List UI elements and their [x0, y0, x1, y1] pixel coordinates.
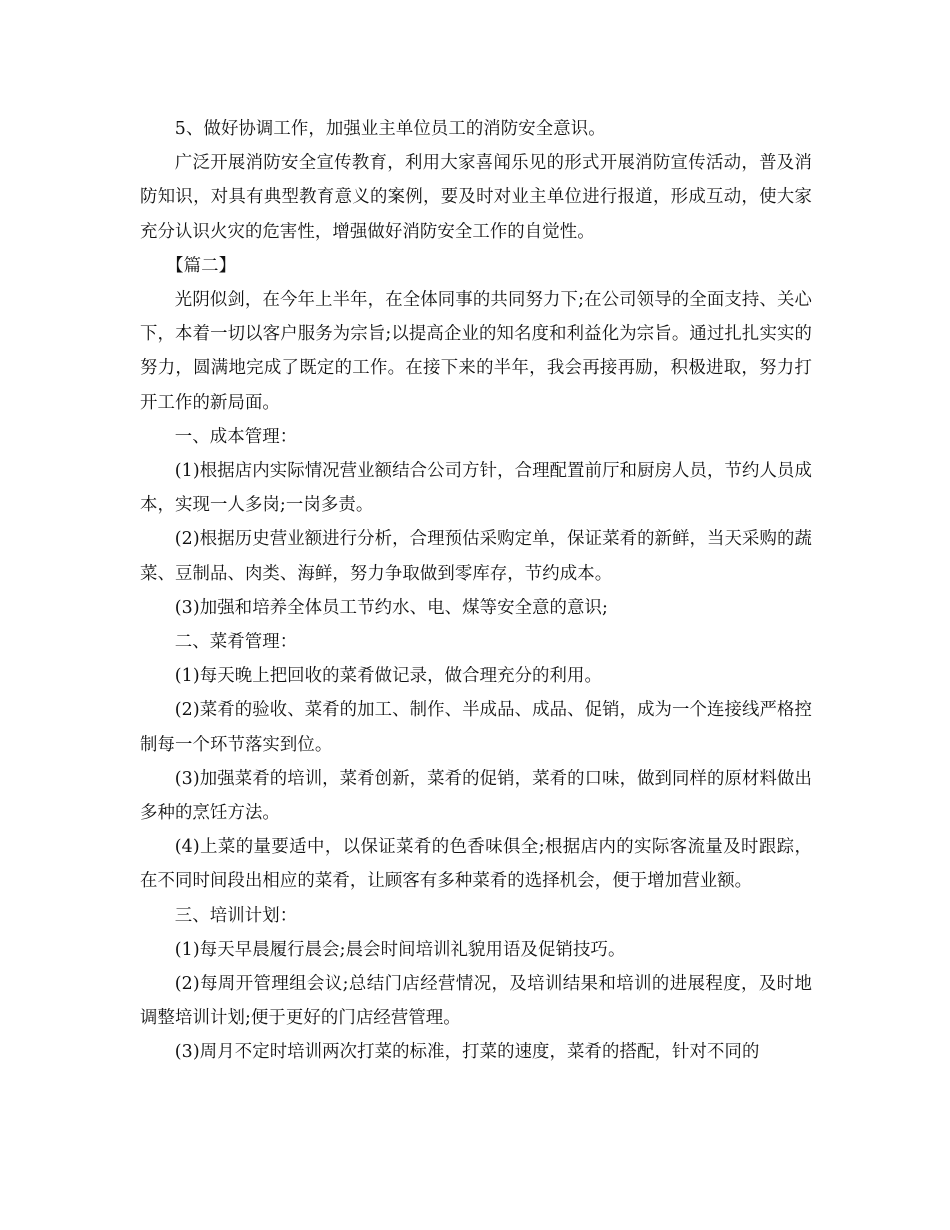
cost-item-1: (1)根据店内实际情况营业额结合公司方针，合理配置前厅和厨房人员，节约人员成本，实现一人多岗;一岗多责。	[140, 461, 812, 516]
dish-item-1: (1)每天晚上把回收的菜肴做记录，做合理充分的利用。	[174, 666, 603, 687]
cost-item-3: (3)加强和培养全体员工节约水、电、煤等安全意的意识;	[174, 597, 608, 618]
training-item-3: (3)周月不定时培训两次打菜的标准，打菜的速度，菜肴的搭配，针对不同的	[174, 1042, 760, 1063]
training-item-2: (2)每周开管理组会议;总结门店经营情况，及培训结果和培训的进展程度，及时地调整培训计划;便于更好的门店经营管理。	[140, 974, 812, 1029]
heading-dish-management: 二、菜肴管理：	[174, 632, 298, 653]
paragraph-fire-safety-education: 广泛开展消防安全宣传教育，利用大家喜闻乐见的形式开展消防宣传活动，普及消防知识，对具有典型教育意义的案例，要及时对业主单位进行报道，形成互动，使大家充分认识火灾的危害性，增强做好消防安全工作的自觉性。	[140, 153, 812, 242]
dish-item-2: (2)菜肴的验收、菜肴的加工、制作、半成品、成品、促销，成为一个连接线严格控制每一个环节落实到位。	[140, 700, 812, 755]
heading-training-plan: 三、培训计划：	[174, 905, 298, 926]
paragraph-introduction: 光阴似剑，在今年上半年，在全体同事的共同努力下;在公司领导的全面支持、关心下，本着一切以客户服务为宗旨;以提高企业的知名度和利益化为宗旨。通过扎扎实实的努力，圆满地完成了既定的工作。在接下来的半年，我会再接再励，积极进取，努力打开工作的新局面。	[140, 290, 812, 413]
section-heading-part-two: 【篇二】	[166, 255, 237, 276]
dish-item-4: (4)上菜的量要适中，以保证菜肴的色香味俱全;根据店内的实际客流量及时跟踪，在不同时间段出相应的菜肴，让顾客有多种菜肴的选择机会，便于增加营业额。	[140, 837, 812, 892]
cost-item-2: (2)根据历史营业额进行分析，合理预估采购定单，保证菜肴的新鲜，当天采购的蔬菜、豆制品、肉类、海鲜，努力争取做到零库存，节约成本。	[140, 529, 812, 584]
training-item-1: (1)每天早晨履行晨会;晨会时间培训礼貌用语及促销技巧。	[174, 939, 626, 960]
document-body	[140, 112, 812, 1070]
heading-cost-management: 一、成本管理：	[174, 426, 298, 447]
dish-item-3: (3)加强菜肴的培训，菜肴创新，菜肴的促销，菜肴的口味，做到同样的原材料做出多种的烹饪方法。	[140, 768, 812, 824]
paragraph-item-5-coordination: 5、做好协调工作，加强业主单位员工的消防安全意识。	[174, 119, 606, 139]
